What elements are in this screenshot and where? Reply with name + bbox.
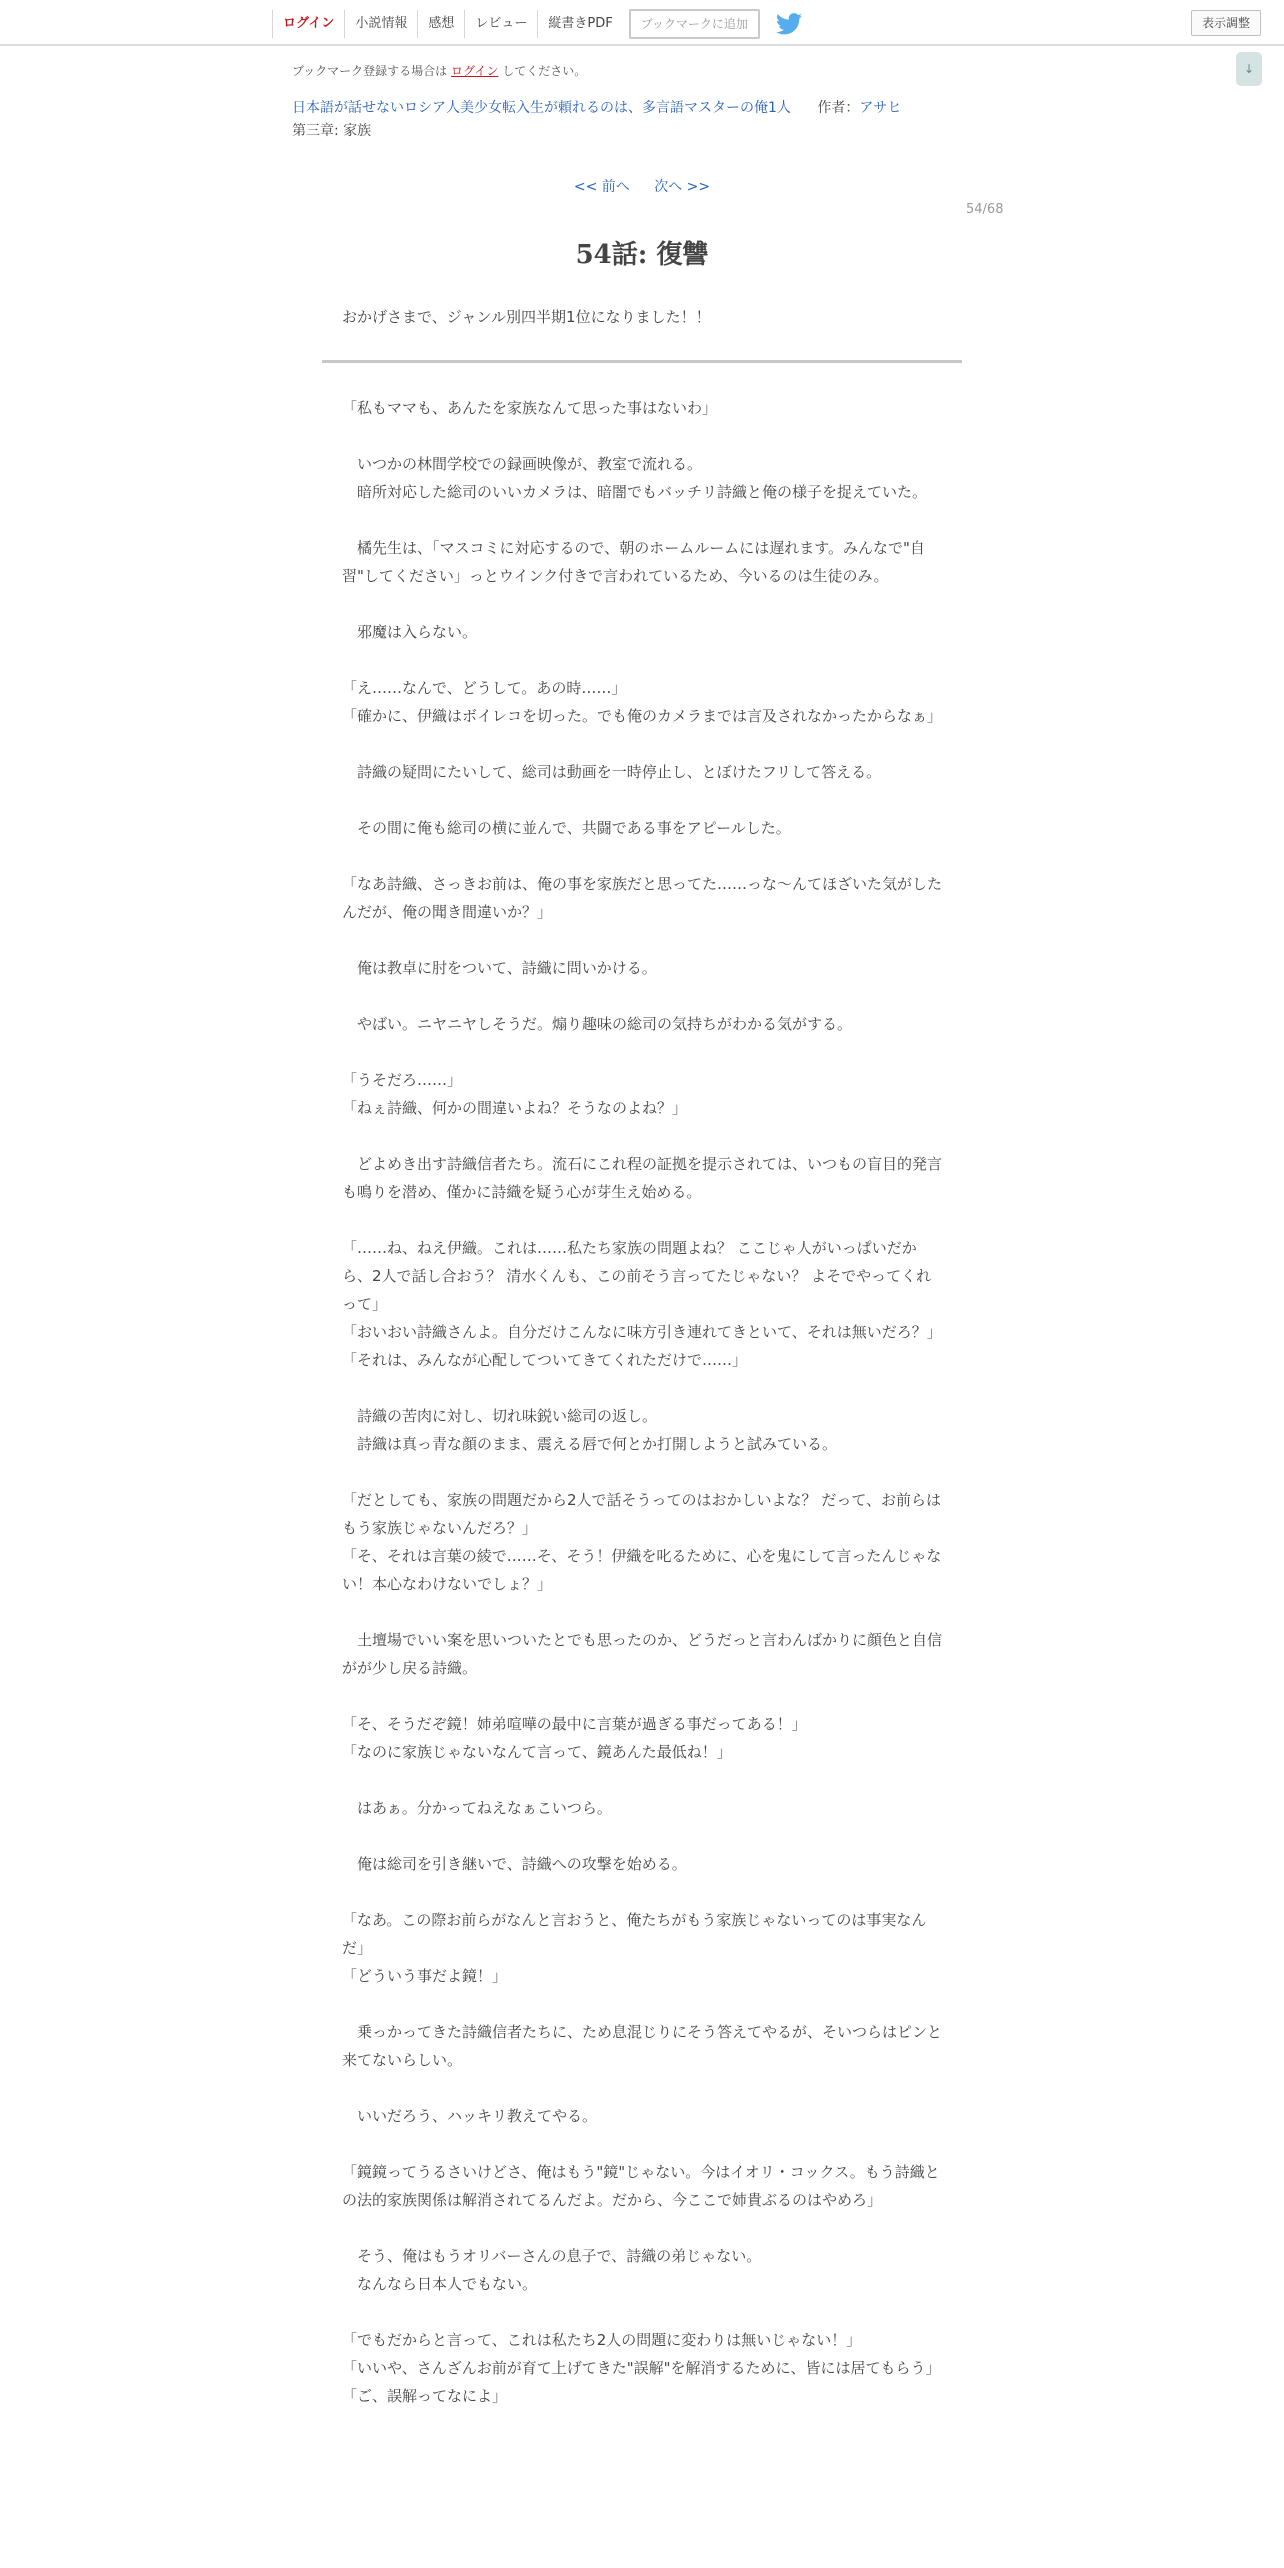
body-line: 「そ、そうだぞ鏡！姉弟喧嘩の最中に言葉が過ぎる事だってある！」 [342, 1715, 807, 1733]
blank-line [342, 2130, 942, 2158]
body-line: 「……ね、ねえ伊織。これは……私たち家族の問題よね？ ここじゃ人がいっぱいだから、2人で話し合おう？ 清水くんも、この前そう言ってたじゃない？ よそでやってくれって」 [342, 1239, 932, 1313]
blank-line [342, 422, 942, 450]
body-line: 乗っかってきた詩織信者たちに、ため息混じりにそう答えてやるが、そいつらはピンと来てないらしい。 [342, 2023, 943, 2069]
preface-divider [322, 360, 962, 363]
body-line: 暗所対応した総司のいいカメラは、暗闇でもバッチリ詩織と俺の様子を捉えていた。 [342, 483, 928, 501]
blank-line [342, 926, 942, 954]
blank-line [342, 1038, 942, 1066]
chapter-title: 第三章: 家族 [292, 123, 372, 139]
blank-line [342, 2298, 942, 2326]
body-line: 「それは、みんなが心配してついてきてくれただけで……」 [342, 1351, 748, 1369]
prev-episode-link[interactable]: << 前へ [573, 179, 630, 195]
blank-line [342, 590, 942, 618]
body-line: 詩織は真っ青な顔のまま、震える唇で何とか打開しようと試みている。 [342, 1435, 838, 1453]
body-line: 俺は教卓に肘をついて、詩織に問いかける。 [342, 959, 657, 977]
body-line: 「でもだからと言って、これは私たち2人の問題に変わりは無いじゃない！」 [342, 2331, 862, 2349]
next-episode-link[interactable]: 次へ >> [654, 179, 711, 195]
body-line: 「なのに家族じゃないなんて言って、鏡あんた最低ね！」 [342, 1743, 732, 1761]
blank-line [342, 1598, 942, 1626]
body-line: 「だとしても、家族の問題だから2人で話そうってのはおかしいよな？ だって、お前らはもう家族じゃないんだろ？」 [342, 1491, 942, 1537]
body-line: 「いいや、さんざんお前が育て上げてきた"誤解"を解消するために、皆には居てもらう」 [342, 2359, 941, 2377]
blank-line [342, 2214, 942, 2242]
blank-line [342, 1878, 942, 1906]
blank-line [342, 730, 942, 758]
body-line: 詩織の疑問にたいして、総司は動画を一時停止し、とぼけたフリして答える。 [342, 763, 882, 781]
blank-line [342, 1766, 942, 1794]
episode-body [342, 394, 942, 2410]
nav-vertical-pdf[interactable]: 縦書きPDF [537, 10, 622, 38]
nav-menu [272, 8, 802, 40]
bookmark-notice-prefix: ブックマーク登録する場合は [292, 64, 448, 78]
nav-novel-info[interactable]: 小説情報 [344, 10, 417, 38]
blank-line [342, 1122, 942, 1150]
nav-login[interactable]: ログイン [272, 10, 344, 38]
body-line: その間に俺も総司の横に並んで、共闘である事をアピールした。 [342, 819, 791, 837]
blank-line [342, 1822, 942, 1850]
body-line: 「おいおい詩織さんよ。自分だけこんなに味方引き連れてきといて、それは無いだろ？」 [342, 1323, 942, 1341]
body-line: 「うそだろ……」 [342, 1071, 463, 1089]
blank-line [342, 842, 942, 870]
episode-title: 54話: 復讐 [575, 240, 709, 270]
body-line: 橘先生は、「マスコミに対応するので、朝のホームルームには遅れます。みんなで"自習"してください」っとウインク付きで言われているため、今いるのは生徒のみ。 [342, 539, 925, 585]
body-line: 詩織の苦肉に対し、切れ味鋭い総司の返し。 [342, 1407, 658, 1425]
twitter-bird-icon-svg [776, 13, 802, 35]
blank-line [342, 1990, 942, 2018]
episode-count: 54/68 [966, 202, 1004, 217]
body-line: やばい。ニヤニヤしそうだ。煽り趣味の総司の気持ちがわかる気がする。 [342, 1015, 853, 1033]
bookmark-notice [292, 62, 586, 79]
add-bookmark-button[interactable]: ブックマークに追加 [629, 9, 760, 39]
author-label: 作者： [817, 100, 860, 116]
blank-line [342, 1374, 942, 1402]
body-line: 「私もママも、あんたを家族なんて思った事はないわ」 [342, 399, 718, 417]
body-line: いつかの林間学校での録画映像が、教室で流れる。 [342, 455, 703, 473]
body-line: 「確かに、伊織はボイレコを切った。でも俺のカメラまでは言及されなかったからなぁ」 [342, 707, 943, 725]
scroll-down-button[interactable]: ↓ [1236, 52, 1262, 86]
body-line: 「ねぇ詩織、何かの間違いよね？そうなのよね？」 [342, 1099, 688, 1117]
blank-line [342, 1682, 942, 1710]
bookmark-notice-suffix: してください。 [502, 64, 587, 78]
blank-line [342, 786, 942, 814]
body-line: どよめき出す詩織信者たち。流石にこれ程の証拠を提示されては、いつもの盲目的発言も鳴りを潜め、僅かに詩織を疑う心が芽生え始める。 [342, 1155, 943, 1201]
twitter-bird-icon[interactable] [776, 13, 802, 35]
blank-line [342, 1458, 942, 1486]
nav-review[interactable]: レビュー [464, 10, 537, 38]
novel-info-line [292, 97, 901, 117]
author-link[interactable]: アサヒ [859, 100, 902, 116]
body-line: 俺は総司を引き継いで、詩織への攻撃を始める。 [342, 1855, 687, 1873]
body-line: 「え……なんで、どうして。あの時……」 [342, 679, 627, 697]
body-line: 「ご、誤解ってなによ」 [342, 2387, 508, 2405]
bookmark-login-link[interactable]: ログイン [451, 64, 499, 78]
body-line: 土壇場でいい案を思いついたとでも思ったのか、どうだっと言わんばかりに顔色と自信がが少し戻る詩織。 [342, 1631, 943, 1677]
body-line: いいだろう、ハッキリ教えてやる。 [342, 2107, 598, 2125]
top-navigation-bar [0, 0, 1284, 46]
body-line: 「なあ。この際お前らがなんと言おうと、俺たちがもう家族じゃないってのは事実なんだ」 [342, 1911, 927, 1957]
body-line: 邪魔は入らない。 [342, 623, 478, 641]
body-line: 「そ、それは言葉の綾で……そ、そう！伊織を叱るために、心を鬼にして言ったんじゃない！本心なわけないでしょ？」 [342, 1547, 942, 1593]
body-line: はあぁ。分かってねえなぁこいつら。 [342, 1799, 612, 1817]
body-line: なんなら日本人でもない。 [342, 2275, 538, 2293]
blank-line [342, 982, 942, 1010]
nav-impressions[interactable]: 感想 [417, 10, 464, 38]
blank-line [342, 2074, 942, 2102]
body-line: そう、俺はもうオリバーさんの息子で、詩織の弟じゃない。 [342, 2247, 762, 2265]
blank-line [342, 506, 942, 534]
novel-title-link[interactable]: 日本語が話せないロシア人美少女転入生が頼れるのは、多言語マスターの俺1人 [292, 100, 791, 116]
episode-pager [0, 176, 1284, 196]
body-line: 「どういう事だよ鏡！」 [342, 1967, 508, 1985]
display-settings-button[interactable]: 表示調整 [1191, 10, 1261, 36]
episode-preface: おかげさまで、ジャンル別四半期1位になりました！！ [342, 308, 711, 326]
blank-line [342, 1206, 942, 1234]
blank-line [342, 646, 942, 674]
body-line: 「なあ詩織、さっきお前は、俺の事を家族だと思ってた……っな〜んてほざいた気がしたんだが、俺の聞き間違いか？」 [342, 875, 943, 921]
body-line: 「鏡鏡ってうるさいけどさ、俺はもう"鏡"じゃない。今はイオリ・コックス。もう詩織との法的家族関係は解消されてるんだよ。だから、今ここで姉貴ぶるのはやめろ」 [342, 2163, 940, 2209]
